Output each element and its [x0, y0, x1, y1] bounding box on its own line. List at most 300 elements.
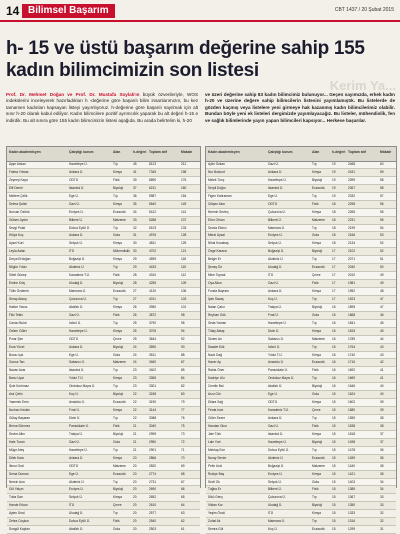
table-cell: Kimya — [113, 304, 122, 309]
table-cell: 2265 — [348, 209, 356, 214]
table-cell: Ankara Ü. — [268, 416, 283, 420]
table-row — [206, 336, 396, 344]
table-row — [206, 455, 396, 463]
table-cell: Ferda İnce — [208, 408, 224, 413]
table-cell: Zehra Coşkun — [9, 519, 30, 524]
table-cell: 57 — [380, 193, 384, 198]
table-cell: 30 — [133, 249, 137, 254]
table-cell: ODTÜ — [69, 336, 79, 341]
table-row — [7, 518, 200, 526]
table-cell: 36 — [380, 447, 384, 452]
table-cell: 16 — [332, 352, 336, 357]
table-cell: Kimya — [312, 511, 321, 516]
table-cell: 15 — [332, 392, 336, 397]
table-cell: 4255 — [149, 281, 157, 286]
table-cell: 31 — [380, 527, 384, 532]
table-cell: 128 — [181, 233, 187, 238]
table-cell: 25 — [133, 336, 137, 341]
table-cell: Atatürk Ü. — [268, 384, 283, 389]
table-cell: 32 — [133, 225, 137, 230]
table-cell: Pamukkale Ü. — [268, 368, 288, 373]
table-cell: Nuray Sevim — [208, 455, 227, 460]
table-cell: Gıda — [113, 352, 120, 357]
lead-left — [6, 92, 198, 124]
table-row — [7, 471, 200, 479]
table-cell: 38 — [380, 416, 384, 420]
table-cell: Tülay Aktaş — [208, 328, 225, 333]
table-cell: Tıp — [113, 447, 118, 452]
table-cell: 1895 — [348, 304, 356, 309]
table-cell: 1385 — [348, 487, 356, 492]
table-cell: Koç Ü. — [268, 296, 278, 301]
table-cell: Kimya — [312, 471, 321, 476]
table-cell: 82 — [181, 384, 185, 389]
column-header: Alan — [312, 150, 320, 154]
table-row — [7, 359, 200, 367]
table-row — [7, 399, 200, 407]
table-cell: İTÜ — [268, 273, 274, 278]
table-cell: 1815 — [348, 328, 356, 333]
table-cell: 198 — [181, 169, 187, 174]
table-cell: 17 — [332, 249, 336, 254]
table-cell: 3511 — [149, 352, 156, 357]
table-cell: Sema Duman — [9, 471, 29, 476]
table-cell: 2503 — [149, 527, 157, 532]
table-row — [206, 320, 396, 328]
table-cell: 3644 — [149, 336, 157, 341]
table-left — [6, 146, 201, 532]
table-cell: 65 — [181, 495, 185, 500]
table-cell: 15 — [332, 527, 336, 532]
table-cell: 34 — [380, 479, 384, 484]
table-cell: 88 — [181, 352, 185, 357]
table-row — [206, 193, 396, 201]
table-cell: Tıp — [312, 193, 317, 198]
table-cell: 49 — [380, 281, 384, 286]
table-cell: Handan Okur — [208, 423, 227, 428]
table-cell: Malzeme — [312, 463, 325, 468]
table-cell: Burcu Işık — [9, 352, 24, 357]
table-cell: 39 — [380, 400, 384, 405]
table-cell: Koç Ü. — [268, 527, 278, 532]
table-row — [7, 328, 200, 336]
table-row — [206, 391, 396, 399]
table-cell: 69 — [181, 463, 185, 468]
table-cell: Eczacılık — [113, 209, 126, 214]
table-cell: İnönü Ü. — [69, 320, 82, 325]
table-row — [206, 447, 396, 455]
table-cell: 1538 — [348, 423, 356, 428]
table-cell: Atatürk Ü. — [69, 304, 84, 309]
table-cell: Fırat Ü. — [69, 408, 80, 413]
table-cell: Fizik — [113, 273, 120, 278]
table-cell: 1952 — [348, 289, 356, 293]
table-cell: 160 — [181, 185, 187, 190]
table-cell: Özlem Güler — [9, 328, 27, 333]
table-cell: Fizik — [312, 281, 319, 286]
table-cell: 64 — [181, 503, 185, 508]
table-cell: Meral Uysal — [208, 233, 225, 238]
table-row — [206, 367, 396, 375]
table-cell: Uludağ Ü. — [69, 511, 84, 516]
table-cell: 20 — [133, 519, 137, 524]
table-row — [206, 359, 396, 367]
table-cell: Sevda Ekinci — [208, 225, 227, 230]
table-row — [7, 391, 200, 399]
table-cell: Çukurova Ü. — [268, 209, 286, 214]
table-cell: 1478 — [348, 447, 356, 452]
table-cell: 38 — [380, 423, 384, 428]
table-cell: Ülkü Genç — [208, 495, 223, 500]
table-cell: Yasemin Eren — [9, 400, 29, 405]
table-cell: 23 — [133, 376, 137, 381]
table-cell: Zuhal Ak — [208, 519, 221, 524]
table-cell: Tıp — [312, 344, 317, 349]
table-cell: 6890 — [149, 177, 157, 182]
table-cell: 19 — [332, 193, 336, 198]
table-cell: Nalan Çakır — [208, 304, 225, 309]
table-cell: Fizik — [113, 519, 120, 524]
table-row — [7, 248, 200, 256]
table-cell: Serap Aksoy — [9, 296, 27, 301]
table-cell: Hande Erkan — [9, 503, 28, 508]
table-cell: İTÜ — [268, 511, 274, 516]
table-cell: Eczacılık — [113, 471, 126, 476]
table-cell: 45 — [380, 320, 384, 325]
table-cell: ODTÜ — [268, 201, 278, 206]
table-row — [7, 264, 200, 272]
table-cell: Fizik — [113, 312, 120, 317]
table-row — [206, 328, 396, 336]
table-cell: İTÜ — [69, 503, 75, 508]
table-row — [7, 296, 200, 304]
table-cell: ODTÜ — [268, 400, 278, 405]
table-cell: 15 — [332, 479, 336, 484]
table-cell: 15 — [332, 503, 336, 508]
table-cell: 71 — [181, 447, 185, 452]
table-row — [206, 304, 396, 312]
table-cell: 2102 — [348, 249, 356, 254]
table-cell: 15 — [332, 416, 336, 420]
table-left-header — [7, 147, 200, 162]
table-cell: 2231 — [348, 217, 356, 222]
table-cell: 16 — [332, 344, 336, 349]
table-cell: 52 — [380, 241, 384, 246]
table-row — [7, 209, 200, 217]
table-cell: 1764 — [348, 344, 356, 349]
table-cell: 28 — [133, 281, 137, 286]
table-cell: Tıp — [312, 376, 317, 381]
table-cell: 24 — [133, 360, 137, 365]
table-cell: Erciyes Ü. — [69, 487, 84, 492]
table-cell: Ankara Ü. — [69, 233, 84, 238]
table-cell: Oya Altun — [208, 281, 222, 286]
table-cell: Şule Korkmaz — [9, 384, 29, 389]
table-cell: Filiz Tekin — [9, 312, 23, 317]
table-cell: 137 — [181, 217, 187, 222]
table-cell: Hacettepe Ü. — [268, 439, 287, 444]
table-cell: 3190 — [149, 400, 157, 405]
table-cell: Nazan Acar — [9, 368, 26, 373]
table-cell: Sevgi Polat — [9, 225, 26, 230]
table-row — [206, 240, 396, 248]
table-row — [206, 375, 396, 383]
table-cell: Gazi Ü. — [69, 201, 80, 206]
table-cell: 1789 — [348, 336, 356, 341]
table-cell: Karadeniz T.Ü. — [69, 273, 90, 278]
table-cell: Müge Ateş — [9, 447, 25, 452]
table-cell: 3705 — [149, 328, 157, 333]
table-row — [7, 423, 200, 431]
table-cell: Lale Yurt — [208, 439, 221, 444]
table-row — [7, 256, 200, 264]
table-cell: 35 — [133, 201, 137, 206]
table-cell: Gıda — [113, 527, 120, 532]
table-cell: Fizik — [113, 423, 120, 428]
table-cell: 21 — [133, 439, 137, 444]
table-cell: 17 — [332, 257, 336, 262]
table-cell: Kadriye Ulu — [208, 376, 225, 381]
column-header: Toplam atıf — [348, 150, 366, 154]
table-right-header — [206, 147, 396, 162]
table-cell: 121 — [181, 249, 187, 254]
table-row — [7, 447, 200, 455]
table-cell: 35 — [380, 471, 384, 476]
table-row — [206, 225, 396, 233]
table-cell: 84 — [181, 376, 185, 381]
table-cell: 176 — [181, 177, 187, 182]
table-cell: 62 — [181, 519, 185, 524]
table-cell: Tıp — [312, 225, 317, 230]
table-cell: 2774 — [149, 471, 157, 476]
table-row — [206, 185, 396, 193]
page-number: 14 — [6, 4, 20, 18]
table-cell: Saadet Kök — [208, 344, 225, 349]
table-cell: Uludağ Ü. — [268, 503, 283, 508]
table-cell: 3872 — [149, 312, 157, 317]
table-cell: 2690 — [149, 487, 157, 492]
table-cell: Selma Şahin — [9, 201, 28, 206]
table-cell: 1624 — [348, 392, 356, 397]
table-cell: Emine Kılıç — [9, 281, 26, 286]
table-cell: Boğaziçi Ü. — [69, 257, 86, 262]
table-cell: Şenay Öz — [208, 265, 222, 270]
table-cell: 16 — [332, 336, 336, 341]
table-cell: 1981 — [348, 281, 356, 286]
table-cell: 21 — [133, 447, 137, 452]
table-cell: Kimya — [312, 431, 321, 436]
table-cell: 115 — [181, 265, 187, 270]
table-cell: 2399 — [348, 177, 356, 182]
table-cell: Kimya — [113, 328, 122, 333]
table-cell: Kimya — [312, 241, 321, 246]
table-cell: 1440 — [348, 463, 356, 468]
table-cell: Sibel Güneş — [9, 273, 27, 278]
table-cell: 39 — [380, 408, 384, 413]
table-cell: Tıp — [312, 495, 317, 500]
table-row — [206, 463, 396, 471]
table-cell: Sabancı Ü. — [268, 336, 284, 341]
table-row — [206, 479, 396, 487]
table-cell: 66 — [181, 487, 185, 492]
table-cell: 1333 — [348, 511, 356, 516]
table-row — [7, 240, 200, 248]
table-row — [7, 193, 200, 201]
table-cell: 51 — [380, 257, 384, 262]
table-cell: 39 — [133, 177, 137, 182]
table-cell: 23 — [133, 384, 137, 389]
table-row — [206, 431, 396, 439]
table-cell: 2332 — [348, 193, 356, 198]
table-row — [7, 502, 200, 510]
table-cell: Anadolu Ü. — [268, 360, 284, 365]
table-cell: Bilkent Ü. — [268, 217, 282, 222]
table-cell: 15 — [332, 471, 336, 476]
table-cell: Serpil Doğru — [208, 185, 226, 190]
table-cell: 16 — [332, 376, 336, 381]
table-cell: Tuba Sarı — [9, 495, 23, 500]
table-cell: 2652 — [149, 495, 157, 500]
table-row — [206, 217, 396, 225]
table-cell: 141 — [181, 209, 187, 214]
table-cell: 1518 — [348, 431, 356, 436]
table-cell: Dokuz Eylül Ü. — [69, 519, 90, 524]
table-cell: 61 — [181, 527, 185, 532]
table-cell: 4433 — [149, 265, 157, 270]
table-cell: Funda Bayram — [208, 289, 229, 293]
table-cell: 3301 — [149, 384, 157, 389]
table-cell: Marmara Ü. — [69, 289, 86, 293]
table-cell: 16 — [332, 304, 336, 309]
table-cell: 2367 — [348, 185, 356, 190]
table-cell: 47 — [380, 304, 384, 309]
table-cell: Pınar Şen — [9, 336, 24, 341]
table-cell: 5288 — [149, 217, 157, 222]
table-cell: 5640 — [149, 201, 157, 206]
table-cell: Erciyes Ü. — [69, 209, 84, 214]
table-cell: İTÜ — [69, 249, 75, 254]
table-cell: 20 — [133, 503, 137, 508]
table-cell: 15 — [332, 423, 336, 428]
table-cell: Erciyes Ü. — [268, 233, 283, 238]
table-cell: 15 — [332, 519, 336, 524]
table-cell: 24 — [133, 344, 137, 349]
table-cell: 1367 — [348, 495, 356, 500]
table-cell: 15 — [332, 455, 336, 460]
table-cell: Mehtap Ece — [208, 447, 226, 452]
table-cell: 16 — [332, 368, 336, 373]
table-cell: 15 — [332, 487, 336, 492]
table-cell: Ege Ü. — [69, 193, 79, 198]
table-cell: 48 — [380, 289, 384, 293]
table-row — [206, 288, 396, 296]
table-cell: Eczacılık — [113, 289, 126, 293]
table-cell: 35 — [380, 463, 384, 468]
table-cell: 15 — [332, 400, 336, 405]
table-cell: Tıp — [113, 416, 118, 420]
table-cell: 5103 — [149, 225, 157, 230]
table-row — [7, 272, 200, 280]
table-cell: Tıp — [312, 257, 317, 262]
table-cell: 37 — [380, 439, 384, 444]
table-row — [206, 415, 396, 423]
table-cell: Trakya Ü. — [69, 431, 83, 436]
table-cell: Tıp — [312, 519, 317, 524]
table-cell: 3460 — [149, 360, 157, 365]
table-cell: 18 — [332, 241, 336, 246]
table-row — [7, 169, 200, 177]
table-cell: 37 — [380, 431, 384, 436]
table-cell: 2134 — [348, 241, 356, 246]
table-cell: İstanbul Ü. — [69, 368, 85, 373]
table-cell: ODTÜ — [69, 177, 79, 182]
table-cell: Ege Ü. — [268, 193, 278, 198]
table-cell: 19 — [332, 169, 336, 174]
table-cell: 32 — [380, 511, 384, 516]
table-cell: Uludağ Ü. — [268, 265, 283, 270]
table-cell: 27 — [133, 296, 137, 301]
table-cell: Marmara Ü. — [268, 225, 285, 230]
table-cell: 16 — [332, 320, 336, 325]
table-row — [7, 455, 200, 463]
table-cell: Dicle Ü. — [268, 328, 280, 333]
table-cell: Canan Bulut — [9, 320, 27, 325]
table-cell: Hale Turan — [9, 439, 25, 444]
table-cell: 22 — [133, 400, 137, 405]
table-cell: 58 — [380, 177, 384, 182]
table-cell: Kimya — [113, 169, 122, 174]
table-cell: Gazi Ü. — [268, 281, 279, 286]
table-cell: 17 — [332, 296, 336, 301]
table-cell: Gonca Tan — [9, 360, 25, 365]
table-cell: Gazi Ü. — [268, 423, 279, 428]
table-cell: 23 — [133, 368, 137, 373]
table-cell: Hacettepe Ü. — [69, 162, 88, 166]
table-cell: 37 — [133, 185, 137, 190]
table-cell: 2577 — [149, 511, 157, 516]
table-cell: 106 — [181, 289, 187, 293]
table-row — [7, 232, 200, 240]
table-cell: Rukiye Baş — [208, 471, 225, 476]
table-cell: 43 — [380, 352, 384, 357]
table-row — [206, 344, 396, 352]
table-cell: Hacettepe Ü. — [268, 177, 287, 182]
table-cell: 2468 — [348, 162, 356, 166]
table-cell: Çukurova Ü. — [268, 495, 286, 500]
table-cell: 2610 — [149, 503, 157, 508]
table-cell: 2995 — [149, 431, 157, 436]
table-cell: 79 — [181, 400, 185, 405]
table-cell: 1299 — [348, 527, 356, 532]
table-cell: 149 — [181, 201, 187, 206]
column-header: h-değeri — [133, 150, 147, 154]
table-cell: 112 — [181, 273, 187, 278]
table-cell: 22 — [133, 416, 137, 420]
column-header: Toplam atıf — [149, 150, 167, 154]
page-header — [0, 0, 400, 22]
lead-right-text: ve üzeri değerine sahip 83 kadın bilimcimiz bulunuyor... Geçen sayımızda, erkek kadın h-20 ve üzerine değere sahip bilimcilerin listesini yayımlamıştık. Bu listelerde de gözden kaçmış veya listelere yeni girmeye hak kazanmış kadın bilimcilerimiz olabilir. Bundan böyle yeni ek listeleri dergimizde yayımlayacağız. Bu listeler, mühendislik, fen ve sağlık bilimlerinde yayın yapan bilimcileri kapsıyor... Herkese başarılar. — [205, 92, 395, 123]
table-row — [206, 502, 396, 510]
table-row — [206, 510, 396, 518]
table-cell: Leyla Aslan — [9, 249, 26, 254]
table-cell: Ankara Ü. — [69, 455, 84, 460]
table-cell: Gıda — [312, 392, 319, 397]
table-cell: Fırat Ü. — [268, 312, 279, 317]
table-cell: Gizem Arı — [208, 336, 222, 341]
table-cell: 4011 — [149, 296, 156, 301]
table-cell: 19 — [332, 185, 336, 190]
table-cell: 2901 — [149, 447, 157, 452]
